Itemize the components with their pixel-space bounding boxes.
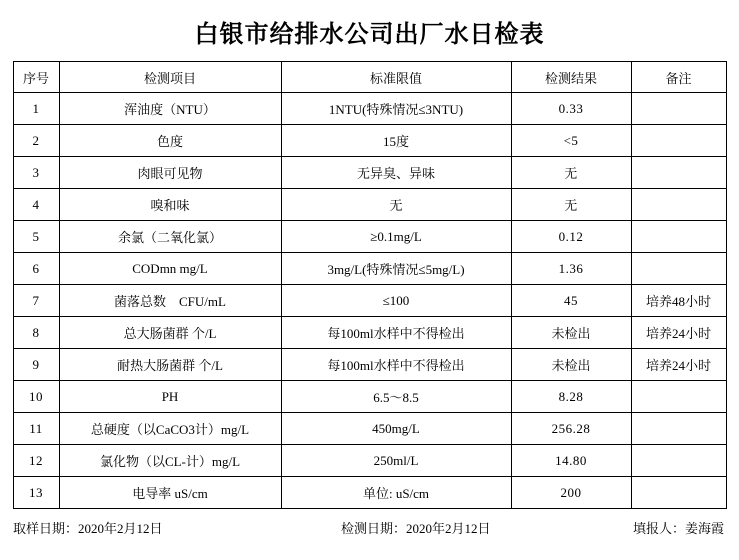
cell-no: 3 [13, 157, 59, 189]
table-row [13, 221, 726, 253]
cell-note [631, 445, 726, 477]
cell-result: 0.33 [511, 93, 631, 125]
table-row [13, 349, 726, 381]
test-date: 检测日期：2020年2月12日 [340, 521, 491, 536]
cell-no: 4 [13, 189, 59, 221]
cell-item: 氯化物（以CL-计）mg/L [59, 445, 281, 477]
cell-note [631, 381, 726, 413]
table-row [13, 93, 726, 125]
cell-limit: ≤100 [281, 285, 511, 317]
sampling-date: 取样日期：2020年2月12日 [13, 521, 163, 536]
cell-limit: 15度 [281, 125, 511, 157]
column-header-result: 检测结果 [511, 62, 631, 93]
cell-item: 总大肠菌群 个/L [59, 317, 281, 349]
table-row [13, 285, 726, 317]
cell-no: 11 [13, 413, 59, 445]
cell-note [631, 253, 726, 285]
cell-result: 无 [511, 189, 631, 221]
cell-result: 8.28 [511, 381, 631, 413]
cell-item: 菌落总数 CFU/mL [59, 285, 281, 317]
cell-limit: 每100ml水样中不得检出 [281, 349, 511, 381]
cell-no: 8 [13, 317, 59, 349]
cell-limit: 无 [281, 189, 511, 221]
table-row [13, 413, 726, 445]
column-header-note: 备注 [631, 62, 726, 93]
cell-result: 200 [511, 477, 631, 509]
cell-note [631, 157, 726, 189]
column-header-item: 检测项目 [59, 62, 281, 93]
cell-item: PH [59, 381, 281, 413]
cell-limit: 单位: uS/cm [281, 477, 511, 509]
cell-note [631, 477, 726, 509]
cell-item: 色度 [59, 125, 281, 157]
cell-no: 12 [13, 445, 59, 477]
cell-limit: 每100ml水样中不得检出 [281, 317, 511, 349]
cell-item: 肉眼可见物 [59, 157, 281, 189]
cell-item: 总硬度（以CaCO3计）mg/L [59, 413, 281, 445]
table-header-row [13, 62, 726, 93]
table-row [13, 125, 726, 157]
cell-note [631, 221, 726, 253]
cell-note: 培养24小时 [631, 349, 726, 381]
cell-no: 5 [13, 221, 59, 253]
cell-limit: ≥0.1mg/L [281, 221, 511, 253]
cell-limit: 250ml/L [281, 445, 511, 477]
table-row [13, 253, 726, 285]
table-row [13, 445, 726, 477]
cell-limit: 无异臭、异味 [281, 157, 511, 189]
cell-item: 电导率 uS/cm [59, 477, 281, 509]
cell-result: 未检出 [511, 349, 631, 381]
cell-limit: 450mg/L [281, 413, 511, 445]
filled-by: 填报人：姜海霞 [632, 521, 724, 536]
cell-item: 余氯（二氧化氯） [59, 221, 281, 253]
cell-note [631, 189, 726, 221]
table-row [13, 317, 726, 349]
cell-no: 9 [13, 349, 59, 381]
cell-no: 13 [13, 477, 59, 509]
cell-item: 浑油度（NTU） [59, 93, 281, 125]
cell-note [631, 93, 726, 125]
column-header-no: 序号 [13, 62, 59, 93]
cell-no: 1 [13, 93, 59, 125]
cell-result: 256.28 [511, 413, 631, 445]
cell-note [631, 125, 726, 157]
cell-item: 嗅和味 [59, 189, 281, 221]
cell-result: 0.12 [511, 221, 631, 253]
cell-no: 2 [13, 125, 59, 157]
cell-item: CODmn mg/L [59, 253, 281, 285]
cell-result: 未检出 [511, 317, 631, 349]
table-row [13, 477, 726, 509]
cell-no: 7 [13, 285, 59, 317]
cell-no: 6 [13, 253, 59, 285]
cell-result: 14.80 [511, 445, 631, 477]
cell-result: 45 [511, 285, 631, 317]
water-quality-table [13, 61, 727, 509]
cell-result: <5 [511, 125, 631, 157]
column-header-limit: 标准限值 [281, 62, 511, 93]
cell-item: 耐热大肠菌群 个/L [59, 349, 281, 381]
cell-limit: 6.5～8.5 [281, 381, 511, 413]
table-row [13, 189, 726, 221]
cell-note: 培养24小时 [631, 317, 726, 349]
cell-limit: 3mg/L(特殊情况≤5mg/L) [281, 253, 511, 285]
page-title: 白银市给排水公司出厂水日检表 [194, 22, 545, 48]
cell-no: 10 [13, 381, 59, 413]
cell-note: 培养48小时 [631, 285, 726, 317]
cell-result: 1.36 [511, 253, 631, 285]
cell-limit: 1NTU(特殊情况≤3NTU) [281, 93, 511, 125]
report-footer [13, 509, 726, 537]
cell-result: 无 [511, 157, 631, 189]
cell-note [631, 413, 726, 445]
table-row [13, 381, 726, 413]
table-row [13, 157, 726, 189]
